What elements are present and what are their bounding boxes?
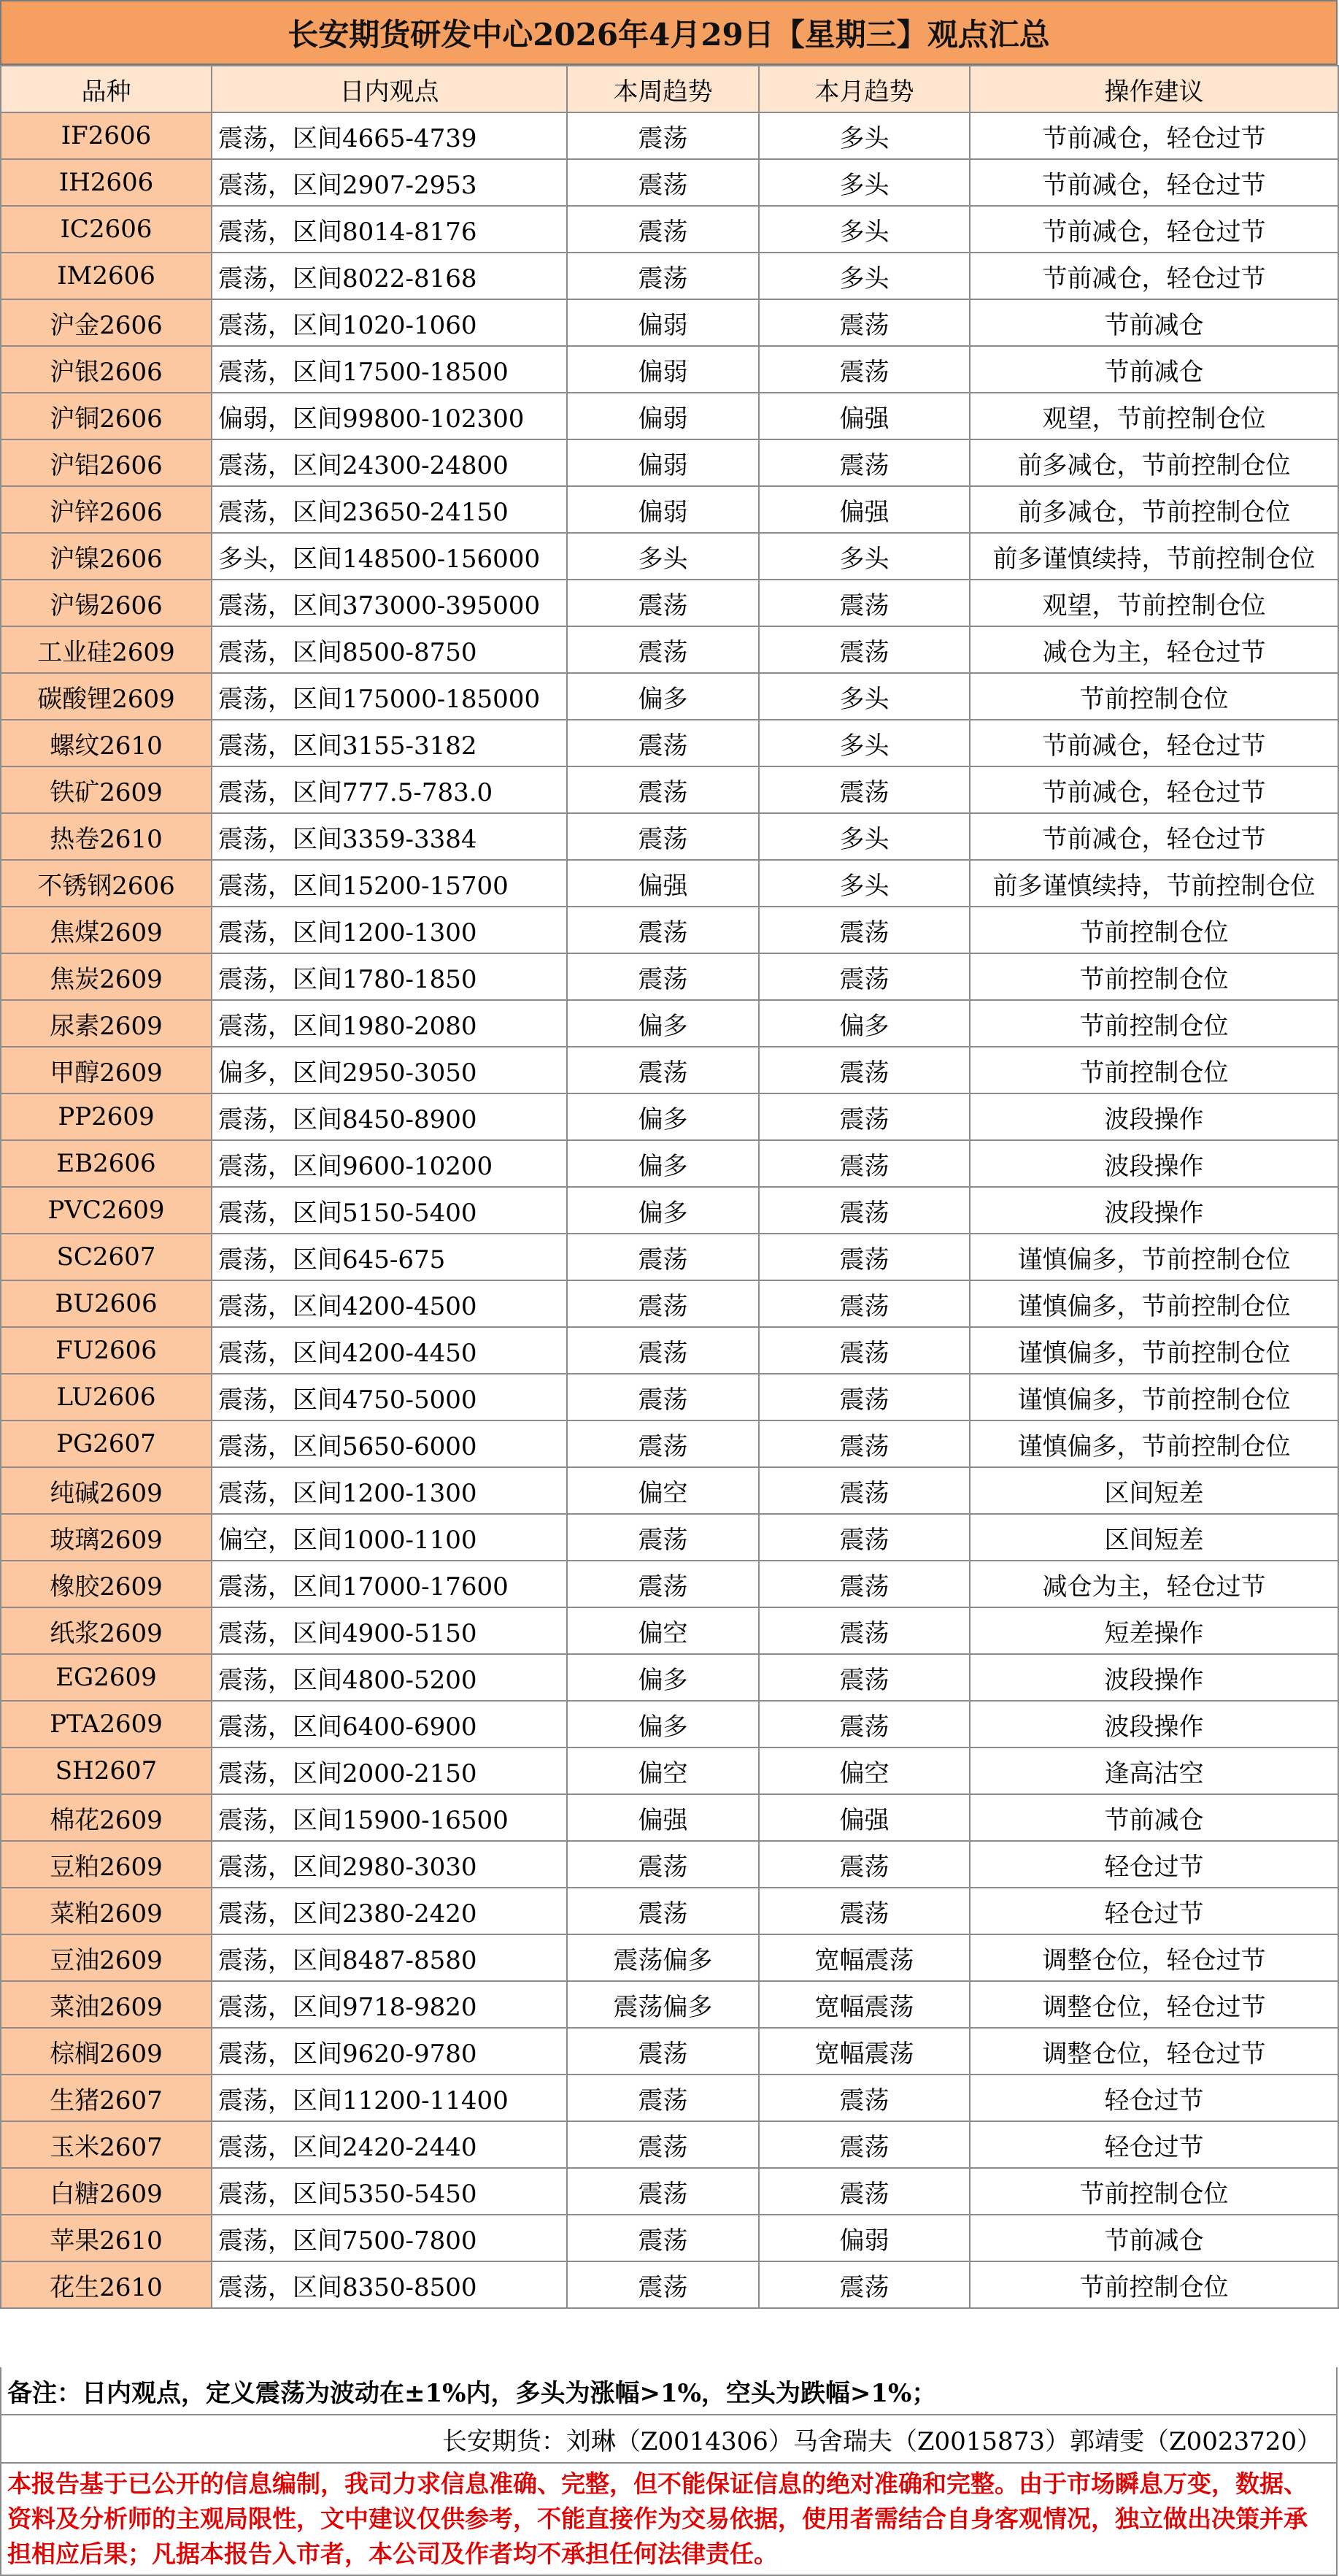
intraday-view-cell: 震荡，区间777.5-783.0	[212, 766, 567, 813]
operation-advice-cell: 节前减仓，轻仓过节	[970, 206, 1338, 253]
weekly-trend-cell: 偏多	[567, 1000, 759, 1047]
operation-advice-cell: 前多减仓，节前控制仓位	[970, 486, 1338, 533]
intraday-view-cell: 震荡，区间9620-9780	[212, 2028, 567, 2075]
header-monthly-trend: 本月趋势	[759, 66, 970, 112]
intraday-view-cell: 震荡，区间8500-8750	[212, 626, 567, 673]
variety-cell: 玉米2607	[1, 2121, 212, 2168]
monthly-trend-cell: 震荡	[759, 1561, 970, 1607]
weekly-trend-cell: 震荡	[567, 2121, 759, 2168]
variety-cell: PG2607	[1, 1420, 212, 1467]
monthly-trend-cell: 震荡	[759, 2168, 970, 2215]
table-row	[1, 112, 1338, 159]
operation-advice-cell: 节前减仓，轻仓过节	[970, 720, 1338, 766]
monthly-trend-cell: 震荡	[759, 1093, 970, 1140]
table-row	[1, 626, 1338, 673]
weekly-trend-cell: 震荡	[567, 1514, 759, 1561]
monthly-trend-cell: 震荡	[759, 1467, 970, 1514]
monthly-trend-cell: 宽幅震荡	[759, 1934, 970, 1981]
variety-cell: 焦炭2609	[1, 953, 212, 1000]
intraday-view-cell: 震荡，区间2907-2953	[212, 159, 567, 206]
operation-advice-cell: 减仓为主，轻仓过节	[970, 626, 1338, 673]
monthly-trend-cell: 多头	[759, 813, 970, 860]
variety-cell: PVC2609	[1, 1187, 212, 1234]
operation-advice-cell: 节前减仓	[970, 2215, 1338, 2261]
intraday-view-cell: 震荡，区间8350-8500	[212, 2261, 567, 2308]
table-row	[1, 299, 1338, 346]
table-row	[1, 1934, 1338, 1981]
variety-cell: 纸浆2609	[1, 1607, 212, 1654]
operation-advice-cell: 节前控制仓位	[970, 2168, 1338, 2215]
remark-note: 备注：日内观点，定义震荡为波动在±1%内，多头为涨幅>1%，空头为跌幅>1%；	[0, 2367, 1338, 2415]
table-row	[1, 1981, 1338, 2028]
monthly-trend-cell: 多头	[759, 253, 970, 299]
table-row	[1, 206, 1338, 253]
variety-cell: IF2606	[1, 112, 212, 159]
operation-advice-cell: 节前减仓，轻仓过节	[970, 813, 1338, 860]
weekly-trend-cell: 偏多	[567, 1187, 759, 1234]
intraday-view-cell: 震荡，区间4665-4739	[212, 112, 567, 159]
intraday-view-cell: 震荡，区间645-675	[212, 1234, 567, 1280]
table-row	[1, 1420, 1338, 1467]
operation-advice-cell: 波段操作	[970, 1187, 1338, 1234]
variety-cell: 玻璃2609	[1, 1514, 212, 1561]
monthly-trend-cell: 震荡	[759, 1140, 970, 1187]
table-row	[1, 1748, 1338, 1794]
variety-cell: 工业硅2609	[1, 626, 212, 673]
monthly-trend-cell: 震荡	[759, 907, 970, 953]
table-row	[1, 1280, 1338, 1327]
weekly-trend-cell: 震荡	[567, 2215, 759, 2261]
intraday-view-cell: 震荡，区间2000-2150	[212, 1748, 567, 1794]
operation-advice-cell: 节前减仓	[970, 299, 1338, 346]
intraday-view-cell: 震荡，区间23650-24150	[212, 486, 567, 533]
variety-cell: 沪铜2606	[1, 393, 212, 439]
intraday-view-cell: 震荡，区间6400-6900	[212, 1701, 567, 1748]
variety-cell: BU2606	[1, 1280, 212, 1327]
variety-cell: 棕榈2609	[1, 2028, 212, 2075]
intraday-view-cell: 偏弱，区间99800-102300	[212, 393, 567, 439]
variety-cell: 菜油2609	[1, 1981, 212, 2028]
weekly-trend-cell: 震荡	[567, 2168, 759, 2215]
monthly-trend-cell: 震荡	[759, 1374, 970, 1420]
weekly-trend-cell: 震荡	[567, 253, 759, 299]
variety-cell: 菜粕2609	[1, 1888, 212, 1934]
variety-cell: 棉花2609	[1, 1794, 212, 1841]
table-row	[1, 1794, 1338, 1841]
variety-cell: 热卷2610	[1, 813, 212, 860]
intraday-view-cell: 震荡，区间11200-11400	[212, 2075, 567, 2121]
monthly-trend-cell: 多头	[759, 533, 970, 580]
weekly-trend-cell: 偏弱	[567, 299, 759, 346]
table-row	[1, 1607, 1338, 1654]
intraday-view-cell: 震荡，区间2380-2420	[212, 1888, 567, 1934]
operation-advice-cell: 节前减仓，轻仓过节	[970, 253, 1338, 299]
intraday-view-cell: 震荡，区间2420-2440	[212, 2121, 567, 2168]
header-intraday-view: 日内观点	[212, 66, 567, 112]
monthly-trend-cell: 多头	[759, 720, 970, 766]
monthly-trend-cell: 震荡	[759, 1420, 970, 1467]
variety-cell: 不锈钢2606	[1, 860, 212, 907]
weekly-trend-cell: 震荡	[567, 580, 759, 626]
operation-advice-cell: 观望，节前控制仓位	[970, 393, 1338, 439]
variety-cell: 橡胶2609	[1, 1561, 212, 1607]
table-row	[1, 1888, 1338, 1934]
monthly-trend-cell: 震荡	[759, 766, 970, 813]
monthly-trend-cell: 偏弱	[759, 2215, 970, 2261]
weekly-trend-cell: 偏多	[567, 1701, 759, 1748]
operation-advice-cell: 节前控制仓位	[970, 1047, 1338, 1093]
weekly-trend-cell: 震荡	[567, 1234, 759, 1280]
weekly-trend-cell: 震荡	[567, 1888, 759, 1934]
monthly-trend-cell: 偏强	[759, 393, 970, 439]
weekly-trend-cell: 震荡	[567, 626, 759, 673]
intraday-view-cell: 震荡，区间1200-1300	[212, 907, 567, 953]
operation-advice-cell: 节前控制仓位	[970, 2261, 1338, 2308]
variety-cell: PP2609	[1, 1093, 212, 1140]
variety-cell: IH2606	[1, 159, 212, 206]
intraday-view-cell: 震荡，区间17500-18500	[212, 346, 567, 393]
weekly-trend-cell: 震荡	[567, 159, 759, 206]
variety-cell: EB2606	[1, 1140, 212, 1187]
table-row	[1, 1841, 1338, 1888]
operation-advice-cell: 区间短差	[970, 1514, 1338, 1561]
table-row	[1, 1047, 1338, 1093]
monthly-trend-cell: 震荡	[759, 580, 970, 626]
table-row	[1, 393, 1338, 439]
table-row	[1, 1000, 1338, 1047]
monthly-trend-cell: 多头	[759, 112, 970, 159]
operation-advice-cell: 前多谨慎续持，节前控制仓位	[970, 533, 1338, 580]
variety-cell: PTA2609	[1, 1701, 212, 1748]
intraday-view-cell: 震荡，区间8487-8580	[212, 1934, 567, 1981]
table-row	[1, 766, 1338, 813]
operation-advice-cell: 节前控制仓位	[970, 673, 1338, 720]
intraday-view-cell: 震荡，区间8014-8176	[212, 206, 567, 253]
variety-cell: 豆油2609	[1, 1934, 212, 1981]
operation-advice-cell: 调整仓位，轻仓过节	[970, 1981, 1338, 2028]
table-row	[1, 2261, 1338, 2308]
intraday-view-cell: 震荡，区间24300-24800	[212, 439, 567, 486]
monthly-trend-cell: 宽幅震荡	[759, 1981, 970, 2028]
intraday-view-cell: 震荡，区间2980-3030	[212, 1841, 567, 1888]
table-body	[1, 112, 1338, 2308]
variety-cell: LU2606	[1, 1374, 212, 1420]
operation-advice-cell: 减仓为主，轻仓过节	[970, 1561, 1338, 1607]
variety-cell: 沪锌2606	[1, 486, 212, 533]
table-row	[1, 1093, 1338, 1140]
variety-cell: IM2606	[1, 253, 212, 299]
monthly-trend-cell: 偏空	[759, 1748, 970, 1794]
intraday-view-cell: 震荡，区间15200-15700	[212, 860, 567, 907]
operation-advice-cell: 轻仓过节	[970, 2075, 1338, 2121]
table-row	[1, 486, 1338, 533]
monthly-trend-cell: 震荡	[759, 1701, 970, 1748]
intraday-view-cell: 震荡，区间4200-4450	[212, 1327, 567, 1374]
table-row	[1, 953, 1338, 1000]
intraday-view-cell: 震荡，区间1780-1850	[212, 953, 567, 1000]
table-row	[1, 1327, 1338, 1374]
operation-advice-cell: 轻仓过节	[970, 1888, 1338, 1934]
operation-advice-cell: 波段操作	[970, 1701, 1338, 1748]
intraday-view-cell: 震荡，区间1020-1060	[212, 299, 567, 346]
operation-advice-cell: 观望，节前控制仓位	[970, 580, 1338, 626]
operation-advice-cell: 前多减仓，节前控制仓位	[970, 439, 1338, 486]
weekly-trend-cell: 多头	[567, 533, 759, 580]
operation-advice-cell: 节前减仓，轻仓过节	[970, 112, 1338, 159]
monthly-trend-cell: 偏多	[759, 1000, 970, 1047]
weekly-trend-cell: 震荡	[567, 1374, 759, 1420]
report-title: 长安期货研发中心2026年4月29日【星期三】观点汇总	[0, 0, 1338, 65]
operation-advice-cell: 节前控制仓位	[970, 953, 1338, 1000]
header-row	[1, 66, 1338, 112]
weekly-trend-cell: 偏多	[567, 1140, 759, 1187]
table-row	[1, 2168, 1338, 2215]
monthly-trend-cell: 震荡	[759, 299, 970, 346]
table-row	[1, 2028, 1338, 2075]
intraday-view-cell: 震荡，区间8022-8168	[212, 253, 567, 299]
weekly-trend-cell: 震荡	[567, 907, 759, 953]
weekly-trend-cell: 震荡偏多	[567, 1934, 759, 1981]
variety-cell: 螺纹2610	[1, 720, 212, 766]
weekly-trend-cell: 偏弱	[567, 486, 759, 533]
weekly-trend-cell: 偏多	[567, 673, 759, 720]
disclaimer-text: 本报告基于已公开的信息编制，我司力求信息准确、完整，但不能保证信息的绝对准确和完整。由于市场瞬息万变，数据、资料及分析师的主观局限性，文中建议仅供参考，不能直接作为交易依据，使用者需结合自身客观情况，独立做出决策并承担相应后果；凡据本报告入市者，本公司及作者均不承担任何法律责任。	[0, 2464, 1338, 2576]
weekly-trend-cell: 偏强	[567, 860, 759, 907]
weekly-trend-cell: 震荡	[567, 720, 759, 766]
intraday-view-cell: 震荡，区间17000-17600	[212, 1561, 567, 1607]
intraday-view-cell: 震荡，区间3359-3384	[212, 813, 567, 860]
weekly-trend-cell: 震荡	[567, 766, 759, 813]
weekly-trend-cell: 偏空	[567, 1748, 759, 1794]
monthly-trend-cell: 震荡	[759, 1514, 970, 1561]
variety-cell: 沪铝2606	[1, 439, 212, 486]
weekly-trend-cell: 偏弱	[567, 439, 759, 486]
variety-cell: 沪金2606	[1, 299, 212, 346]
intraday-view-cell: 震荡，区间373000-395000	[212, 580, 567, 626]
variety-cell: 纯碱2609	[1, 1467, 212, 1514]
views-table	[0, 65, 1339, 2309]
monthly-trend-cell: 多头	[759, 159, 970, 206]
intraday-view-cell: 震荡，区间3155-3182	[212, 720, 567, 766]
variety-cell: 焦煤2609	[1, 907, 212, 953]
variety-cell: 尿素2609	[1, 1000, 212, 1047]
variety-cell: 铁矿2609	[1, 766, 212, 813]
table-row	[1, 673, 1338, 720]
weekly-trend-cell: 震荡	[567, 1327, 759, 1374]
weekly-trend-cell: 震荡	[567, 112, 759, 159]
table-row	[1, 2215, 1338, 2261]
monthly-trend-cell: 震荡	[759, 1187, 970, 1234]
monthly-trend-cell: 震荡	[759, 1888, 970, 1934]
table-row	[1, 1514, 1338, 1561]
operation-advice-cell: 谨慎偏多，节前控制仓位	[970, 1327, 1338, 1374]
operation-advice-cell: 短差操作	[970, 1607, 1338, 1654]
monthly-trend-cell: 震荡	[759, 626, 970, 673]
operation-advice-cell: 波段操作	[970, 1093, 1338, 1140]
variety-cell: 苹果2610	[1, 2215, 212, 2261]
intraday-view-cell: 震荡，区间4800-5200	[212, 1654, 567, 1701]
intraday-view-cell: 震荡，区间15900-16500	[212, 1794, 567, 1841]
operation-advice-cell: 节前控制仓位	[970, 1000, 1338, 1047]
weekly-trend-cell: 震荡	[567, 1280, 759, 1327]
weekly-trend-cell: 震荡	[567, 1841, 759, 1888]
variety-cell: 白糖2609	[1, 2168, 212, 2215]
monthly-trend-cell: 震荡	[759, 1234, 970, 1280]
monthly-trend-cell: 多头	[759, 206, 970, 253]
operation-advice-cell: 波段操作	[970, 1654, 1338, 1701]
variety-cell: 沪锡2606	[1, 580, 212, 626]
table-row	[1, 159, 1338, 206]
intraday-view-cell: 震荡，区间5650-6000	[212, 1420, 567, 1467]
table-row	[1, 813, 1338, 860]
weekly-trend-cell: 偏多	[567, 1654, 759, 1701]
monthly-trend-cell: 宽幅震荡	[759, 2028, 970, 2075]
variety-cell: 生猪2607	[1, 2075, 212, 2121]
monthly-trend-cell: 震荡	[759, 1841, 970, 1888]
operation-advice-cell: 谨慎偏多，节前控制仓位	[970, 1374, 1338, 1420]
weekly-trend-cell: 震荡	[567, 953, 759, 1000]
operation-advice-cell: 节前减仓，轻仓过节	[970, 159, 1338, 206]
weekly-trend-cell: 偏空	[567, 1467, 759, 1514]
intraday-view-cell: 震荡，区间4900-5150	[212, 1607, 567, 1654]
operation-advice-cell: 节前减仓	[970, 346, 1338, 393]
operation-advice-cell: 节前减仓	[970, 1794, 1338, 1841]
weekly-trend-cell: 震荡	[567, 2028, 759, 2075]
operation-advice-cell: 调整仓位，轻仓过节	[970, 1934, 1338, 1981]
operation-advice-cell: 轻仓过节	[970, 2121, 1338, 2168]
header-weekly-trend: 本周趋势	[567, 66, 759, 112]
table-row	[1, 346, 1338, 393]
operation-advice-cell: 谨慎偏多，节前控制仓位	[970, 1280, 1338, 1327]
analysts-line: 长安期货：刘琳（Z0014306）马舍瑞夫（Z0015873）郭靖雯（Z0023720）	[0, 2415, 1338, 2464]
table-row	[1, 907, 1338, 953]
variety-cell: 花生2610	[1, 2261, 212, 2308]
table-row	[1, 253, 1338, 299]
table-row	[1, 1701, 1338, 1748]
monthly-trend-cell: 多头	[759, 860, 970, 907]
header-operation-advice: 操作建议	[970, 66, 1338, 112]
weekly-trend-cell: 偏多	[567, 1093, 759, 1140]
weekly-trend-cell: 震荡	[567, 1047, 759, 1093]
operation-advice-cell: 逢高沽空	[970, 1748, 1338, 1794]
variety-cell: EG2609	[1, 1654, 212, 1701]
monthly-trend-cell: 震荡	[759, 2075, 970, 2121]
variety-cell: SC2607	[1, 1234, 212, 1280]
weekly-trend-cell: 震荡	[567, 1420, 759, 1467]
weekly-trend-cell: 偏弱	[567, 393, 759, 439]
monthly-trend-cell: 震荡	[759, 1047, 970, 1093]
intraday-view-cell: 震荡，区间4750-5000	[212, 1374, 567, 1420]
table-row	[1, 1374, 1338, 1420]
monthly-trend-cell: 震荡	[759, 2261, 970, 2308]
weekly-trend-cell: 震荡	[567, 1561, 759, 1607]
variety-cell: 豆粕2609	[1, 1841, 212, 1888]
monthly-trend-cell: 震荡	[759, 439, 970, 486]
weekly-trend-cell: 震荡	[567, 2261, 759, 2308]
table-row	[1, 439, 1338, 486]
variety-cell: SH2607	[1, 1748, 212, 1794]
monthly-trend-cell: 偏强	[759, 486, 970, 533]
intraday-view-cell: 偏多，区间2950-3050	[212, 1047, 567, 1093]
weekly-trend-cell: 震荡偏多	[567, 1981, 759, 2028]
monthly-trend-cell: 震荡	[759, 346, 970, 393]
monthly-trend-cell: 震荡	[759, 1607, 970, 1654]
monthly-trend-cell: 震荡	[759, 2121, 970, 2168]
intraday-view-cell: 震荡，区间1200-1300	[212, 1467, 567, 1514]
weekly-trend-cell: 震荡	[567, 2075, 759, 2121]
weekly-trend-cell: 震荡	[567, 813, 759, 860]
intraday-view-cell: 震荡，区间5350-5450	[212, 2168, 567, 2215]
intraday-view-cell: 震荡，区间7500-7800	[212, 2215, 567, 2261]
variety-cell: 沪银2606	[1, 346, 212, 393]
intraday-view-cell: 震荡，区间5150-5400	[212, 1187, 567, 1234]
table-row	[1, 860, 1338, 907]
table-row	[1, 720, 1338, 766]
monthly-trend-cell: 偏强	[759, 1794, 970, 1841]
weekly-trend-cell: 偏空	[567, 1607, 759, 1654]
table-row	[1, 2075, 1338, 2121]
weekly-trend-cell: 偏弱	[567, 346, 759, 393]
table-row	[1, 1654, 1338, 1701]
operation-advice-cell: 轻仓过节	[970, 1841, 1338, 1888]
intraday-view-cell: 震荡，区间9718-9820	[212, 1981, 567, 2028]
monthly-trend-cell: 多头	[759, 673, 970, 720]
variety-cell: 沪镍2606	[1, 533, 212, 580]
operation-advice-cell: 节前控制仓位	[970, 907, 1338, 953]
operation-advice-cell: 波段操作	[970, 1140, 1338, 1187]
variety-cell: FU2606	[1, 1327, 212, 1374]
intraday-view-cell: 偏空，区间1000-1100	[212, 1514, 567, 1561]
operation-advice-cell: 区间短差	[970, 1467, 1338, 1514]
table-row	[1, 1140, 1338, 1187]
monthly-trend-cell: 震荡	[759, 953, 970, 1000]
operation-advice-cell: 前多谨慎续持，节前控制仓位	[970, 860, 1338, 907]
variety-cell: 甲醇2609	[1, 1047, 212, 1093]
table-row	[1, 1561, 1338, 1607]
table-row	[1, 1234, 1338, 1280]
table-row	[1, 533, 1338, 580]
monthly-trend-cell: 震荡	[759, 1654, 970, 1701]
table-row	[1, 580, 1338, 626]
intraday-view-cell: 震荡，区间4200-4500	[212, 1280, 567, 1327]
variety-cell: IC2606	[1, 206, 212, 253]
table-row	[1, 1467, 1338, 1514]
operation-advice-cell: 节前减仓，轻仓过节	[970, 766, 1338, 813]
intraday-view-cell: 多头，区间148500-156000	[212, 533, 567, 580]
table-row	[1, 2121, 1338, 2168]
intraday-view-cell: 震荡，区间8450-8900	[212, 1093, 567, 1140]
intraday-view-cell: 震荡，区间9600-10200	[212, 1140, 567, 1187]
intraday-view-cell: 震荡，区间1980-2080	[212, 1000, 567, 1047]
monthly-trend-cell: 震荡	[759, 1280, 970, 1327]
monthly-trend-cell: 震荡	[759, 1327, 970, 1374]
intraday-view-cell: 震荡，区间175000-185000	[212, 673, 567, 720]
weekly-trend-cell: 震荡	[567, 206, 759, 253]
operation-advice-cell: 调整仓位，轻仓过节	[970, 2028, 1338, 2075]
variety-cell: 碳酸锂2609	[1, 673, 212, 720]
table-row	[1, 1187, 1338, 1234]
header-variety: 品种	[1, 66, 212, 112]
weekly-trend-cell: 偏强	[567, 1794, 759, 1841]
operation-advice-cell: 谨慎偏多，节前控制仓位	[970, 1420, 1338, 1467]
operation-advice-cell: 谨慎偏多，节前控制仓位	[970, 1234, 1338, 1280]
